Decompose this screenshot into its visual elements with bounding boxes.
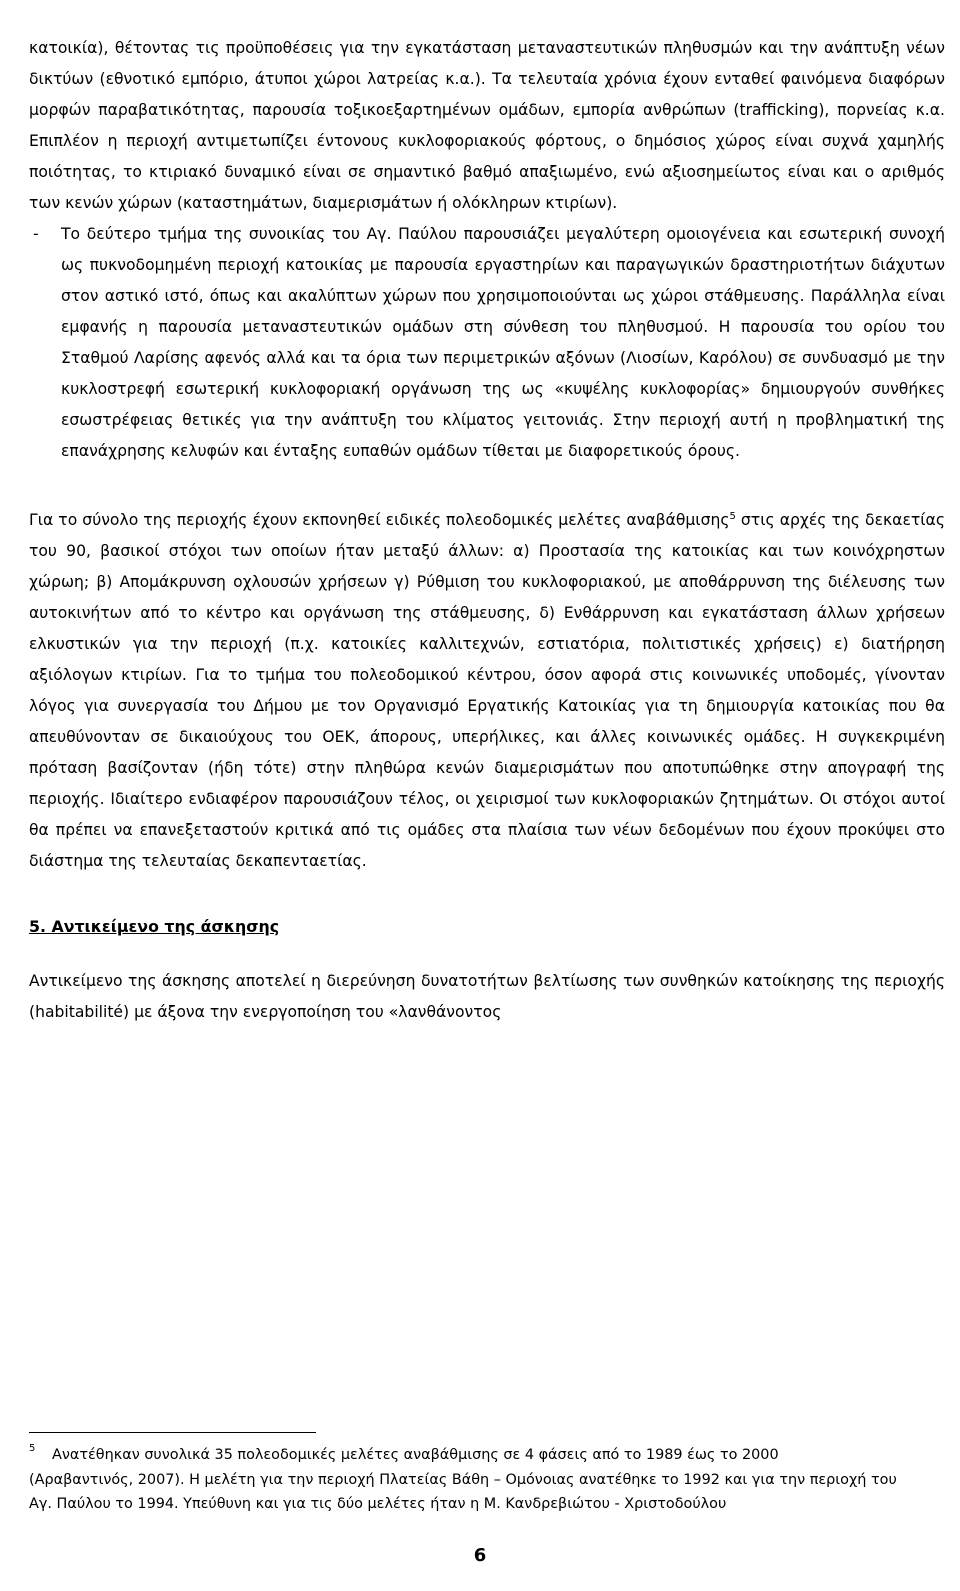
- bullet-dash: -: [33, 225, 39, 243]
- document-page: [29, 0, 945, 1028]
- section-heading: [29, 911, 945, 942]
- paragraph-upgrade-studies: [29, 505, 945, 877]
- footnote-mark: 5: [29, 1443, 36, 1454]
- footnote-separator: [29, 1432, 316, 1433]
- paragraph-exercise-object: Αντικείμενο της άσκησης αποτελεί η διερεύνηση δυνατοτήτων βελτίωσης των συνθηκών κατοίκησης της περιοχής (habitabilité) με άξονα την ενεργοποίηση του «λανθάνοντος: [29, 972, 945, 1021]
- paragraph-intro: κατοικία), θέτοντας τις προϋποθέσεις για την εγκατάσταση μεταναστευτικών πληθυσμών και την ανάπτυξη νέων δικτύων (εθνοτικό εμπόριο, άτυποι χώροι λατρείας κ.α.). Τα τελευταία χρόνια έχουν ενταθεί φαινόμενα διαφόρων μορφών παραβατικότητας, παρουσία τοξικοεξαρτημένων ομάδων, εμπορία ανθρώπων (trafficking), πορνείας κ.α. Επιπλέον η περιοχή αντιμετωπίζει έντονους κυκλοφοριακούς φόρτους, ο δημόσιος χώρος είναι συχνά χαμηλής ποιότητας, το κτιριακό δυναμικό είναι σε σημαντικό βαθμό απαξιωμένο, ενώ αξιοσημείωτος είναι και ο αριθμός των κενών χώρων (καταστημάτων, διαμερισμάτων ή ολόκληρων κτιρίων).: [29, 39, 945, 212]
- page-number: 6: [473, 1545, 487, 1566]
- footnote-line-1: Ανατέθηκαν συνολικά 35 πολεοδομικές μελέτες αναβάθμισης σε 4 φάσεις από το 1989 έως το 2000: [52, 1447, 779, 1463]
- footnote-reference: 5: [729, 510, 736, 522]
- section-heading-text: 5. Αντικείμενο της άσκησης: [29, 917, 280, 936]
- bullet-text: Το δεύτερο τμήμα της συνοικίας του Αγ. Παύλου παρουσιάζει μεγαλύτερη ομοιογένεια και εσωτερική συνοχή ως πυκνοδομημένη περιοχή κατοικίας με παρουσία εργαστηρίων και παραγωγικών δραστηριοτήτων διάχυτων στον αστικό ιστό, όπως και ακαλύπτων χώρων που χρησιμοποιούνται ως χώροι στάθμευσης. Παράλληλα είναι εμφανής η παρουσία μεταναστευτικών ομάδων στη σύνθεση του πληθυσμού. Η παρουσία του ορίου του Σταθμού Λαρίσης αφενός αλλά και τα όρια των περιμετρικών αξόνων (Λιοσίων, Καρόλου) σε συνδυασμό με την κυκλοστρεφή εσωτερική κυκλοφοριακή οργάνωση της ως «κυψέλης κυκλοφορίας» δημιουργούν συνθήκες εσωστρέφειας θετικές για την ανάπτυξη του κλίματος γειτονιάς. Στην περιοχή αυτή η προβληματική της επανάχρησης κελυφών και ένταξης ευπαθών ομάδων τίθεται με διαφορετικούς όρους.: [61, 225, 945, 460]
- paragraph-upgrade-studies-rest: στις αρχές της δεκαετίας του 90, βασικοί στόχοι των οποίων ήταν μεταξύ άλλων: α) Προστασία της κατοικίας και των κοινόχρηστων χώρωη; β) Απομάκρυνση οχλουσών χρήσεων γ) Ρύθμιση του κυκλοφοριακού, με αποθάρρυνση της διέλευσης των αυτοκινήτων από το κέντρο και οργάνωση της στάθμευσης, δ) Ενθάρρυνση και εγκατάσταση άλλων χρήσεων ελκυστικών για την περιοχή (π.χ. κατοικίες καλλιτεχνών, εστιατόρια, πολιτιστικές χρήσεις) ε) διατήρηση αξιόλογων κτιρίων. Για το τμήμα του πολεοδομικού κέντρου, όσον αφορά στις κοινωνικές υποδομές, γίνονταν λόγος για συνεργασία του Δήμου με τον Οργανισμό Εργατικής Κατοικίας για τη δημιουργία κατοικίας που θα απευθύνονταν σε δικαιούχους του ΟΕΚ, άπορους, υπερήλικες, και άλλες κοινωνικές ομάδες. Η συγκεκριμένη πρόταση βασίζονταν (ήδη τότε) στην πληθώρα κενών διαμερισμάτων που αποτυπώθηκε στην απογραφή της περιοχής. Ιδιαίτερο ενδιαφέρον παρουσιάζουν τέλος, οι χειρισμοί των κυκλοφοριακών ζητημάτων. Οι στόχοι αυτοί θα πρέπει να επανεξεταστούν κριτικά από τις ομάδες στα πλαίσια των νέων δεδομένων που έχουν προκύψει στο διάστημα της τελευταίας δεκαπενταετίας.: [29, 511, 945, 870]
- paragraph-upgrade-studies-start: Για το σύνολο της περιοχής έχουν εκπονηθεί ειδικές πολεοδομικές μελέτες αναβάθμισης: [29, 511, 730, 529]
- bullet-item-second-section: [29, 219, 945, 467]
- footnote-text: (Αραβαντινός, 2007). Η μελέτη για την περιοχή Πλατείας Βάθη – Ομόνοιας ανατέθηκε το 1992 και για την περιοχή του Αγ. Παύλου το 1994. Υπεύθυνη και για τις δύο μελέτες ήταν η Μ. Κανδρεβιώτου - Χριστοδούλου: [29, 1471, 897, 1512]
- footnote: [29, 1443, 909, 1517]
